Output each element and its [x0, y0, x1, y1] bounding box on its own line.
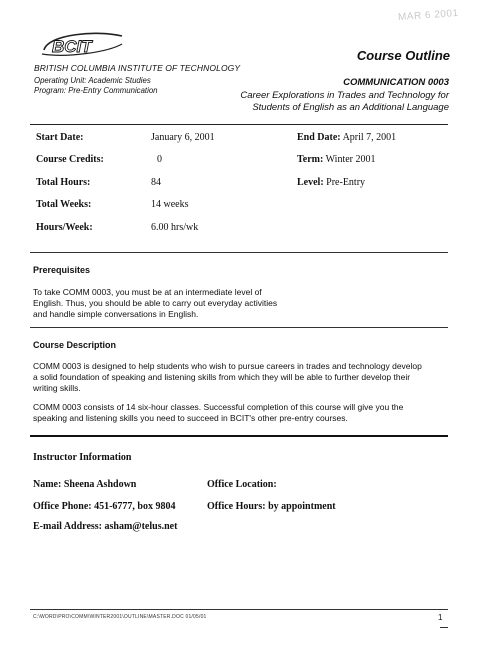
term: [297, 154, 376, 165]
description-line: COMM 0003 consists of 14 six-hour classes. Successful completion of this course will give you the: [33, 402, 404, 412]
start-date-label: Start Date:: [36, 132, 84, 143]
total-hours-value: 84: [151, 177, 161, 188]
operating-unit: Operating Unit: Academic Studies: [34, 76, 151, 85]
end-date-label: End Date:: [297, 132, 341, 143]
prerequisites-line: and handle simple conversations in English.: [33, 309, 199, 319]
header-divider: [30, 124, 448, 125]
credits-value: 0: [157, 154, 162, 165]
description-line: a solid foundation of speaking and listening skills from which they will be able to further develop their: [33, 372, 411, 382]
level: [297, 177, 365, 188]
office-hours: [207, 501, 336, 512]
total-weeks-label: Total Weeks:: [36, 199, 92, 210]
level-label: Level:: [297, 177, 324, 188]
prerequisites-text: [33, 287, 277, 320]
hours-per-week-label: Hours/Week:: [36, 222, 93, 233]
office-phone-value: 451-6777, box 9804: [94, 501, 176, 512]
footer-divider: [30, 609, 448, 610]
details-divider: [30, 252, 448, 253]
email-label: E-mail Address:: [33, 521, 102, 532]
email-address: [33, 521, 177, 532]
document-type: Course Outline: [356, 48, 450, 63]
instructor-name-value: Sheena Ashdown: [63, 479, 137, 490]
prerequisites-line: To take COMM 0003, you must be at an intermediate level of: [33, 287, 262, 297]
description-line: writing skills.: [33, 383, 81, 393]
bcit-logo: [38, 30, 126, 60]
office-phone: [33, 501, 176, 512]
end-date-value: April 7, 2001: [342, 132, 397, 143]
description-divider: [30, 435, 448, 437]
description-para-2: [33, 402, 451, 424]
course-title: Career Explorations in Trades and Technology for Students of English as an Additional Language: [240, 90, 449, 113]
term-label: Term:: [297, 154, 324, 165]
term-value: Winter 2001: [325, 154, 376, 165]
prereq-divider: [30, 327, 448, 328]
footer-file-path: C:\WORD\PRO\COMM\WINTER2001\OUTLINE\MASTER.DOC 01/05/01: [33, 614, 207, 620]
description-heading: Course Description: [33, 340, 117, 350]
office-phone-label: Office Phone:: [33, 501, 92, 512]
description-line: COMM 0003 is designed to help students who wish to pursue careers in trades and technology develop: [33, 361, 422, 371]
instructor-heading: Instructor Information: [33, 452, 132, 463]
received-stamp: MAR 6 2001: [397, 7, 459, 24]
office-hours-value: by appointment: [268, 501, 336, 512]
office-hours-label: Office Hours:: [207, 501, 266, 512]
email-value: asham@telus.net: [104, 521, 178, 532]
level-value: Pre-Entry: [326, 177, 366, 188]
instructor-name: [33, 479, 136, 490]
start-date-value: January 6, 2001: [151, 132, 215, 143]
page-number: 1: [438, 613, 443, 622]
prerequisites-line: English. Thus, you should be able to carry out everyday activities: [33, 298, 278, 308]
end-date: [297, 132, 396, 143]
prerequisites-heading: Prerequisites: [33, 265, 91, 275]
instructor-name-label: Name:: [33, 479, 62, 490]
institution-name: BRITISH COLUMBIA INSTITUTE OF TECHNOLOGY: [34, 63, 241, 73]
office-location-label: Office Location:: [207, 479, 277, 490]
office-location: [207, 479, 277, 490]
total-weeks-value: 14 weeks: [151, 199, 189, 210]
program-name: Program: Pre-Entry Communication: [34, 86, 158, 95]
hours-per-week-value: 6.00 hrs/wk: [151, 222, 199, 233]
description-line: speaking and listening skills you need to succeed in BCIT's other pre-entry courses.: [33, 413, 348, 423]
page-number-underline: [440, 627, 448, 628]
course-code: COMMUNICATION 0003: [343, 77, 449, 88]
total-hours-label: Total Hours:: [36, 177, 91, 188]
svg-text:BCIT: BCIT: [52, 37, 92, 56]
credits-label: Course Credits:: [36, 154, 104, 165]
description-para-1: [33, 361, 451, 394]
